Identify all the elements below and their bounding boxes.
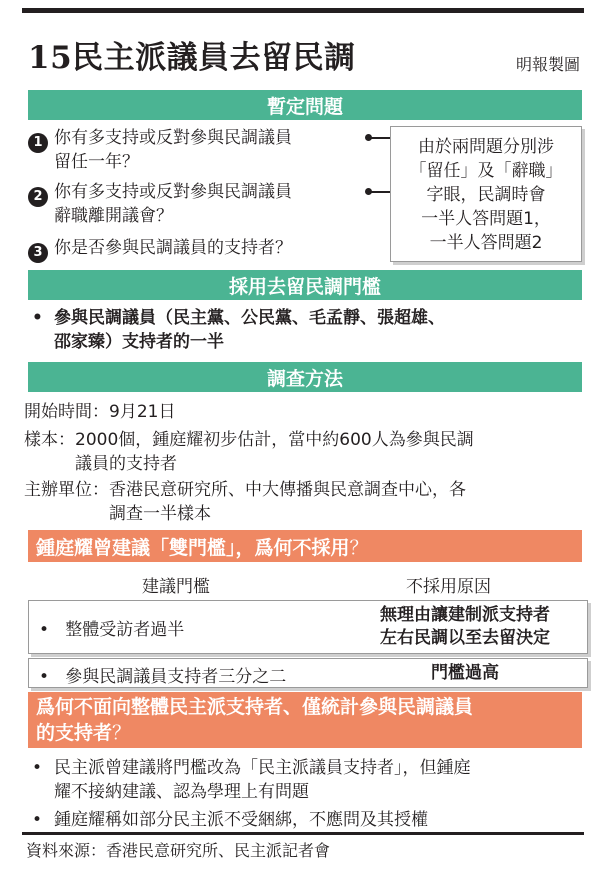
reason-line: 無理由讓建制派支持者 [380,605,550,625]
source-note: 資料來源：香港民意研究所、民主派記者會 [26,841,331,860]
row-reason [347,604,583,650]
row-text: 參與民調議員支持者三分之二 [65,667,287,687]
why-not-bullet [32,756,582,804]
field-value: 9月21日 [109,402,176,422]
field-label: 樣本： [24,430,75,450]
section-heading-method [28,362,582,392]
column-header-reason: 不採用原因 [406,577,491,597]
question-line: 留任一年？ [54,152,139,172]
sample [24,428,474,476]
question-3 [28,236,369,263]
row-reason [347,662,583,685]
bullet-dot: • [32,810,43,830]
bullet-text: 民主派曾建議將門檻改為「民主派議員支持者」，但鍾庭 [54,758,471,778]
field-value: 調查一半樣本 [109,504,211,524]
section-heading-text: 的支持者 [36,722,113,744]
threshold-row [28,600,588,654]
page-title: 15民主派議員去留民調 [28,40,356,76]
reason-line: 門檻過高 [431,663,499,683]
row-text: 整體受訪者過半 [65,620,185,640]
question-mark: ？ [349,536,369,559]
field-value: 議員的支持者 [75,454,177,474]
row-label: • 整體受訪者過半 [39,620,185,640]
section-heading-text: 暫定問題 [266,95,343,118]
section-heading-text: 鍾庭耀曾建議「雙門檻」，爲何不採用 [36,536,350,559]
field-label: 主辦單位： [24,480,109,500]
bullet-text: 耀不接納建議、認為學理上有問題 [54,782,309,802]
bullet-dot: • [32,758,43,778]
connector-line [368,191,390,193]
number-badge: 3 [28,243,48,263]
section-heading-text: 爲何不面向整體民主派支持者、僅統計參與民調議員 [36,696,474,718]
question-line: 辭職離開議會？ [54,206,173,226]
section-heading-text: 調查方法 [266,367,343,390]
question-mark: ？ [112,722,132,744]
threshold-bullet [32,306,445,354]
field-value: 香港民意研究所、中大傳播與民意調查中心，各 [109,480,466,500]
note-box [390,126,582,262]
bullet-text: 鍾庭耀稱如部分民主派不受綑綁，不應問及其授權 [54,810,428,830]
number-badge: 2 [28,187,48,207]
number-badge: 1 [28,133,48,153]
note-line: 由於兩問題分別涉 [418,137,554,157]
question-line: 你有多支持或反對參與民調議員 [54,182,292,202]
bullet-text: 參與民調議員（民主黨、公民黨、毛孟靜、張超雄、 [54,308,445,328]
note-line: 一半人答問題1， [421,209,551,229]
bullet-text: 邵家臻）支持者的一半 [54,332,224,352]
bullet-dot: • [32,308,43,328]
question-line: 你有多支持或反對參與民調議員 [54,128,292,148]
field-label: 開始時間： [24,402,109,422]
section-heading-text: 採用去留民調門檻 [228,275,381,298]
bottom-rule [22,832,584,835]
threshold-row [28,658,588,688]
note-line: 一半人答問題2 [429,233,543,253]
why-not-bullet [32,808,582,832]
note-line: 「留任」及「辭職」 [409,161,563,181]
note-line: 字眼，民調時會 [426,185,546,205]
credit: 明報製圖 [515,55,580,74]
section-heading-questions [28,90,582,120]
question-1 [28,126,369,174]
field-value: 2000個，鍾庭耀初步估計，當中約600人為參與民調 [75,430,474,450]
connector-line [368,137,390,139]
section-heading-threshold [28,270,582,300]
row-label: • 參與民調議員支持者三分之二 [39,667,287,687]
section-heading-double-threshold [28,530,582,562]
question-2 [28,180,369,228]
reason-line: 左右民調以至去留決定 [380,628,550,648]
question-line: 你是否參與民調議員的支持者？ [54,238,292,258]
organizer [24,478,466,526]
infographic [22,8,584,870]
start-time [24,400,175,424]
column-header-proposed: 建議門檻 [142,577,210,597]
top-rule [22,8,584,13]
section-heading-why-not [28,692,582,748]
